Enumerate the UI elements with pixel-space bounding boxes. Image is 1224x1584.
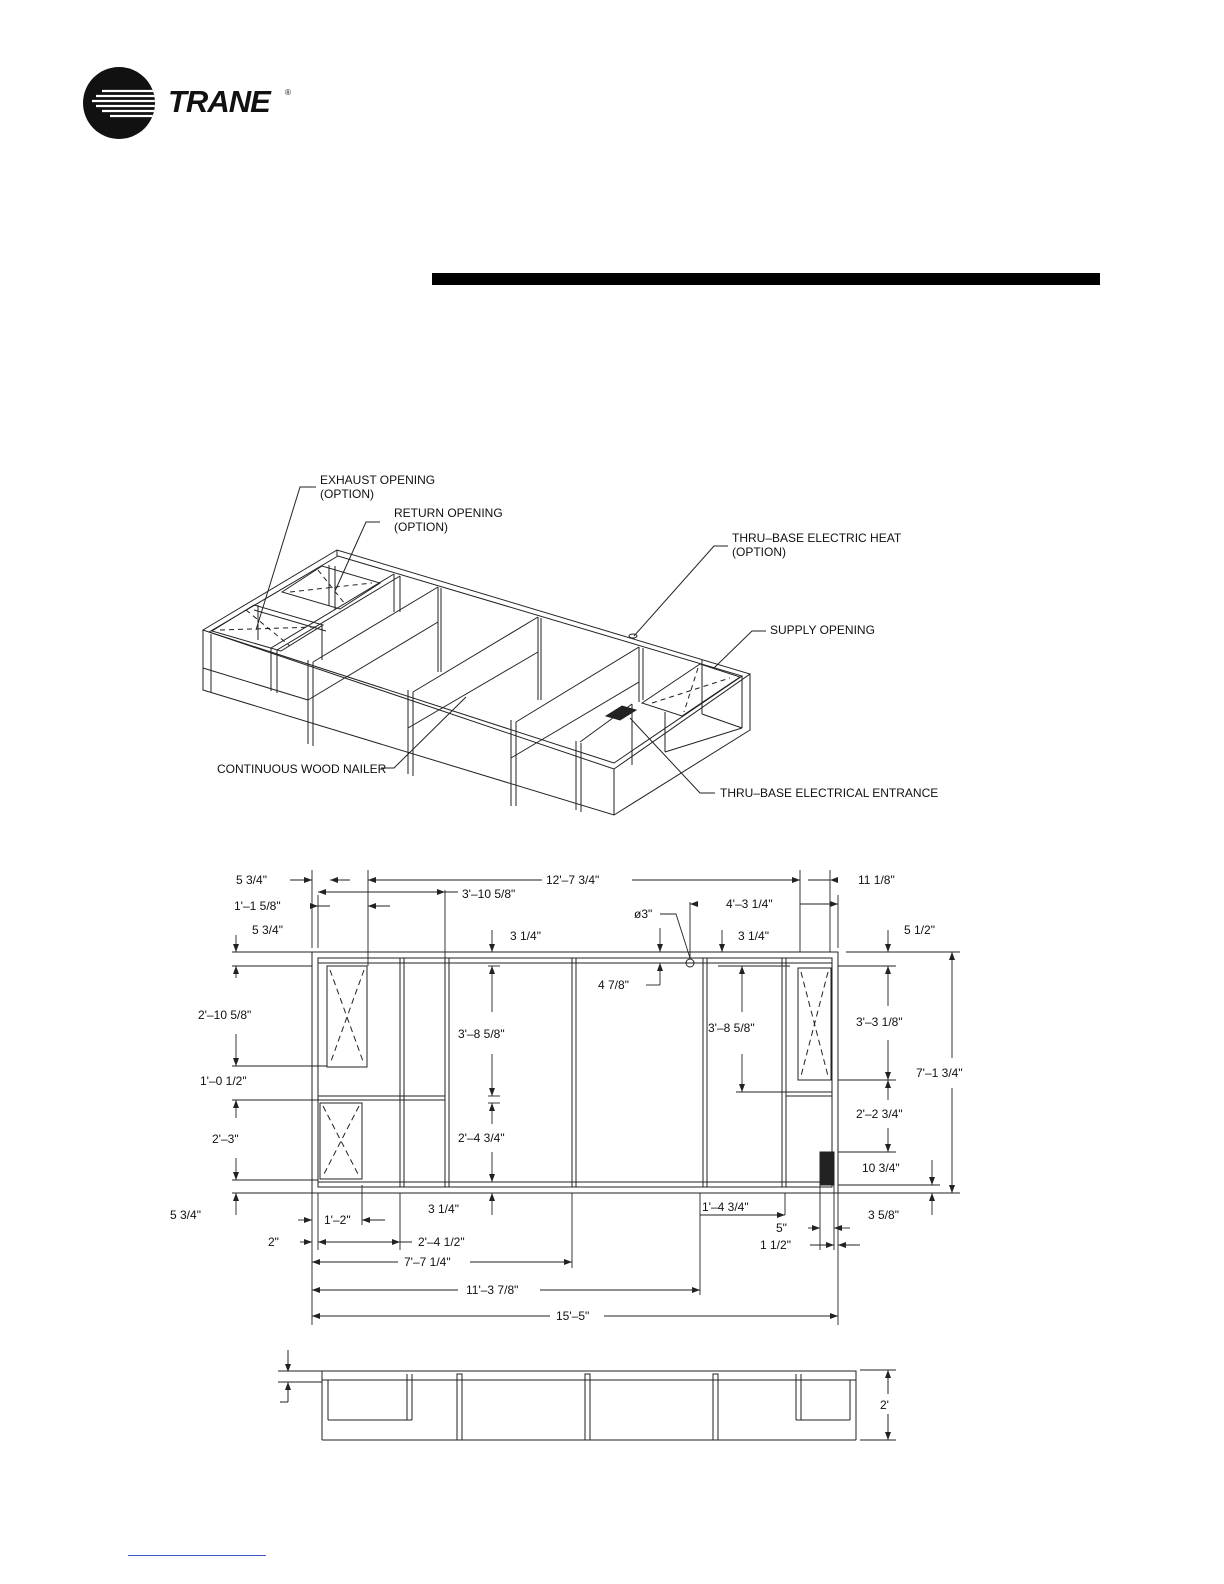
brand-name: TRANE <box>168 84 270 119</box>
dim-elevation-height: 2' <box>880 1398 889 1412</box>
dim-rail-top-right: 3 1/4" <box>738 929 769 943</box>
dim-entrance-width: 5" <box>776 1221 787 1235</box>
return-opening-option: (OPTION) <box>394 520 448 534</box>
dim-entrance-offset: 1'–4 3/4" <box>702 1200 749 1214</box>
dim-entrance-height: 10 3/4" <box>862 1161 900 1175</box>
return-opening-label: RETURN OPENING <box>394 506 503 520</box>
plan-view <box>312 952 838 1193</box>
dim-bottom-margin-right: 3 5/8" <box>868 1208 899 1222</box>
electrical-entrance-label: THRU–BASE ELECTRICAL ENTRANCE <box>720 786 939 800</box>
dim-bay-height-center: 3'–8 5/8" <box>458 1027 505 1041</box>
dim-supply-height: 3'–3 1/8" <box>856 1015 903 1029</box>
elevation-view <box>278 1350 896 1440</box>
plan-electrical-entrance <box>820 1152 834 1185</box>
dim-top-margin-left: 5 3/4" <box>252 923 283 937</box>
dim-supply-span: 4'–3 1/4" <box>726 897 773 911</box>
dim-return-height: 2'–3" <box>212 1132 239 1146</box>
dimension-arrows <box>233 877 955 1440</box>
registered-mark: ® <box>285 88 291 97</box>
exhaust-opening-label: EXHAUST OPENING <box>320 473 436 487</box>
dim-return-width: 1'–2" <box>324 1213 351 1227</box>
supply-opening-label: SUPPLY OPENING <box>770 623 875 637</box>
dim-bottom-margin-left: 5 3/4" <box>170 1208 201 1222</box>
dim-bay-height-right: 3'–8 5/8" <box>708 1021 755 1035</box>
dim-overall-length: 15'–5" <box>556 1309 590 1323</box>
dim-supply-gap: 2'–2 3/4" <box>856 1107 903 1121</box>
electric-heat-option: (OPTION) <box>732 545 786 559</box>
dim-to-center: 7'–7 1/4" <box>404 1255 451 1269</box>
wood-nailer-label: CONTINUOUS WOOD NAILER <box>217 762 387 776</box>
dim-lower-bay-center: 2'–4 3/4" <box>458 1131 505 1145</box>
plan-dimension-lines <box>232 870 960 1325</box>
exhaust-opening-option: (OPTION) <box>320 487 374 501</box>
dim-return-span: 3'–10 5/8" <box>462 887 516 901</box>
dim-right-edge: 1 1/2" <box>760 1238 791 1252</box>
electric-heat-label: THRU–BASE ELECTRIC HEAT <box>732 531 902 545</box>
dim-hole-diameter: ø3" <box>634 907 653 921</box>
dim-exhaust-height: 2'–10 5/8" <box>198 1008 252 1022</box>
dim-exhaust-width: 1'–1 5/8" <box>234 899 281 913</box>
dim-left-edge: 2" <box>268 1235 279 1249</box>
dim-bay-one: 2'–4 1/2" <box>418 1235 465 1249</box>
dim-rail-bottom-center: 3 1/4" <box>428 1202 459 1216</box>
dim-overall-depth: 7'–1 3/4" <box>916 1066 963 1080</box>
dim-hole-offset: 4 7/8" <box>598 978 629 992</box>
dim-left-offset-top: 5 3/4" <box>236 873 267 887</box>
dim-gap-left: 1'–0 1/2" <box>200 1074 247 1088</box>
dim-rail-top-center: 3 1/4" <box>510 929 541 943</box>
dim-to-right-bay: 11'–3 7/8" <box>466 1283 519 1297</box>
dim-right-offset-top: 11 1/8" <box>858 873 895 887</box>
dim-top-margin-right: 5 1/2" <box>904 923 935 937</box>
dim-overall-width-inner: 12'–7 3/4" <box>546 873 600 887</box>
footer-link-underline[interactable] <box>128 1555 266 1556</box>
